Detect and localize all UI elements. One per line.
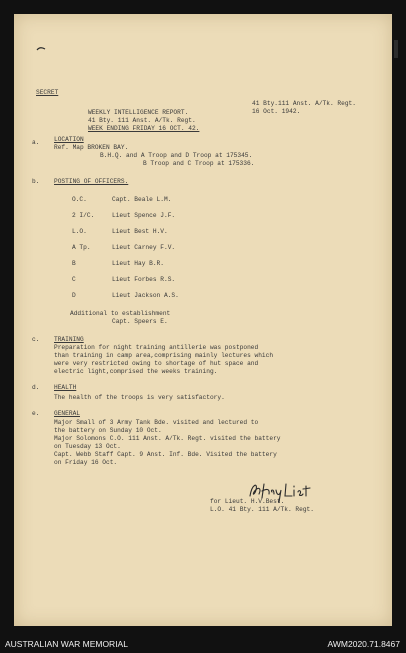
- unit-header: 41 Bty.111 Anst. A/Tk. Regt.: [252, 100, 356, 107]
- training-line: than training in camp area,comprising mainly lectures which: [54, 352, 274, 359]
- training-line: electric light,comprised the weeks training.: [54, 368, 218, 375]
- general-line: Major Small of 3 Army Tank Bde. visited and lectured to: [54, 419, 259, 426]
- officer-role: D: [72, 292, 76, 299]
- officer-name: Lieut Jackson A.S.: [112, 292, 179, 299]
- report-title: WEEKLY INTELLIGENCE REPORT.: [88, 109, 189, 116]
- general-line: Major Solomons C.O. 111 Anst. A/Tk. Regt. visited the battery: [54, 435, 281, 442]
- officer-role: C: [72, 276, 76, 283]
- section-letter: c.: [32, 336, 40, 343]
- binder-clip-mark: [392, 40, 400, 58]
- location-line: B Troop and C Troop at 175336.: [143, 160, 255, 167]
- document-page: [14, 14, 392, 626]
- officer-role: A Tp.: [72, 244, 91, 251]
- date-header: 16 Oct. 1942.: [252, 108, 301, 115]
- general-line: the battery on Sunday 10 Oct.: [54, 427, 162, 434]
- general-line: on Tuesday 13 Oct.: [54, 443, 121, 450]
- signature-for-line: for Lieut. H.V.Best.: [210, 498, 285, 505]
- general-line: Capt. Webb Staff Capt. 9 Anst. Inf. Bde. Visited the battery: [54, 451, 277, 458]
- officer-name: Lieut Carney F.V.: [112, 244, 176, 251]
- health-heading: HEALTH: [54, 384, 77, 391]
- location-line: B.H.Q. and A Troop and D Troop at 175345.: [100, 152, 253, 159]
- section-letter: e.: [32, 410, 40, 417]
- section-letter: b.: [32, 178, 40, 185]
- archive-reference: AWM2020.71.8467: [327, 639, 400, 649]
- officers-additional: Additional to establishment: [70, 310, 171, 317]
- location-map-ref: Ref. Map BROKEN BAY.: [54, 144, 129, 151]
- binder-hole-mark: [36, 46, 46, 52]
- officer-role: O.C.: [72, 196, 87, 203]
- general-line: on Friday 16 Oct.: [54, 459, 118, 466]
- officer-name: Lieut Hay B.R.: [112, 260, 164, 267]
- officer-name: Lieut Spence J.F.: [112, 212, 176, 219]
- officer-name: Lieut Best H.V.: [112, 228, 168, 235]
- training-heading: TRAINING: [54, 336, 84, 343]
- classification-label: SECRET: [36, 89, 59, 96]
- officer-name: Capt. Beale L.M.: [112, 196, 172, 203]
- training-line: Preparation for night training antillerie was postponed: [54, 344, 259, 351]
- report-unit: 41 Bty. 111 Anst. A/Tk. Regt.: [88, 117, 196, 124]
- location-heading: LOCATION: [54, 136, 84, 143]
- section-letter: d.: [32, 384, 40, 391]
- officer-role: B: [72, 260, 76, 267]
- general-heading: GENERAL: [54, 410, 80, 417]
- section-letter: a.: [32, 139, 40, 146]
- officer-role: L.O.: [72, 228, 87, 235]
- officers-heading: POSTING OF OFFICERS.: [54, 178, 129, 185]
- report-week: WEEK ENDING FRIDAY 16 OCT. 42.: [88, 125, 200, 132]
- officers-additional-name: Capt. Speers E.: [112, 318, 168, 325]
- archive-name: AUSTRALIAN WAR MEMORIAL: [5, 639, 128, 649]
- training-line: were very restricted owing to shortage of hut space and: [54, 360, 259, 367]
- archive-footer: [0, 633, 406, 653]
- signature-unit-line: L.O. 41 Bty. 111 A/Tk. Regt.: [210, 506, 314, 513]
- officer-role: 2 I/C.: [72, 212, 95, 219]
- health-line: The health of the troops is very satisfactory.: [54, 394, 225, 401]
- officer-name: Lieut Forbes R.S.: [112, 276, 176, 283]
